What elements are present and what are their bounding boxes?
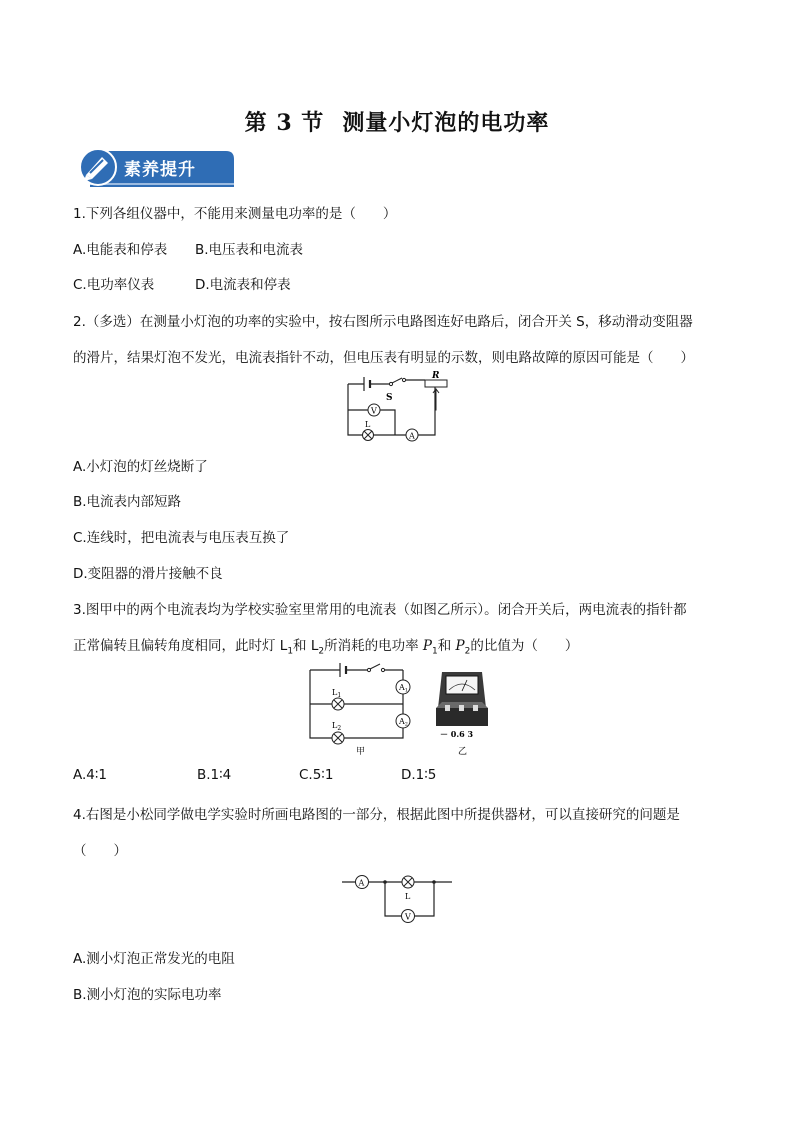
q3-option-d: D.1∶5 <box>401 767 437 783</box>
lamp-l1-label: $L_1$ <box>332 688 342 699</box>
voltmeter-label: V <box>405 912 411 922</box>
lamp-l2-label: $L_2$ <box>332 721 342 732</box>
q3-option-a: A.4∶1 <box>73 767 107 783</box>
lamp-l2-symbol <box>332 732 344 744</box>
q2-stem-line2: 的滑片，结果灯泡不发光，电流表指针不动，但电压表有明显的示数，则电路故障的原因可能是（ ） <box>73 350 694 366</box>
q1-stem: 1.下列各组仪器中，不能用来测量电功率的是（ ） <box>73 206 397 222</box>
page-title <box>0 106 794 137</box>
rheostat-label: R <box>432 371 440 381</box>
q3-circuit-diagram <box>300 658 505 758</box>
q3-stem-line2: 正常偏转且偏转角度相同，此时灯 $L_1$和 $L_2$所消耗的电功率 $P_1$和 $P_2$的比值为（ ） <box>73 638 579 657</box>
q2-circuit-diagram <box>340 370 455 442</box>
ammeter-a1-label: A1 <box>399 683 408 694</box>
badge-label: 素养提升 <box>124 160 196 180</box>
ammeter-label: A <box>358 878 365 888</box>
q2-option-b: B.电流表内部短路 <box>73 494 182 510</box>
ammeter-a2-label: A2 <box>399 717 408 728</box>
switch-symbol <box>367 664 384 672</box>
q2-option-d: D.变阻器的滑片接触不良 <box>73 566 223 582</box>
lamp-l1-symbol <box>332 698 344 710</box>
rheostat-symbol <box>425 380 447 410</box>
q3-option-b: B.1∶4 <box>197 767 232 783</box>
q1-option-c: C.电功率仪表 <box>73 277 155 293</box>
q3-stem-line1: 3.图甲中的两个电流表均为学校实验室里常用的电流表（如图乙所示）。闭合开关后，两电流表的指针都 <box>73 602 687 618</box>
q3-option-c: C.5∶1 <box>299 767 334 783</box>
switch-label: S <box>386 393 393 403</box>
battery-symbol <box>364 377 370 391</box>
q1-option-a: A.电能表和停表 <box>73 242 168 258</box>
section-name: 测量小灯泡的电功率 <box>342 110 550 136</box>
battery-symbol <box>340 663 346 677</box>
lamp-label: L <box>365 420 371 429</box>
q4-stem-line1: 4.右图是小松同学做电学实验时所画电路图的一部分，根据此图中所提供器材，可以直接研究的问题是 <box>73 807 680 823</box>
figure-yi-label: 乙 <box>458 747 468 757</box>
q1-option-d: D.电流表和停表 <box>195 277 291 293</box>
q2-stem-line1: 2.（多选）在测量小灯泡的功率的实验中，按右图所示电路图连好电路后，闭合开关 S，移动滑动变阻器 <box>73 314 693 330</box>
ammeter-device-illustration <box>436 672 488 726</box>
q4-stem-line2: （ ） <box>73 843 127 859</box>
section-number: 第 3 节 <box>244 110 325 136</box>
q4-option-a: A.测小灯泡正常发光的电阻 <box>73 951 235 967</box>
switch-symbol <box>389 378 405 386</box>
q2-option-a: A.小灯泡的灯丝烧断了 <box>73 459 208 475</box>
q4-circuit-diagram <box>340 868 455 928</box>
lamp-label: L <box>405 892 411 901</box>
q1-option-b: B.电压表和电流表 <box>195 242 304 258</box>
ammeter-label: A <box>409 431 415 441</box>
q4-option-b: B.测小灯泡的实际电功率 <box>73 987 222 1003</box>
voltmeter-label: V <box>371 406 377 416</box>
terminal-labels: － 0.6 3 <box>440 729 474 739</box>
lamp-symbol <box>363 430 374 441</box>
lamp-symbol <box>402 876 414 888</box>
q2-option-c: C.连线时，把电流表与电压表互换了 <box>73 530 290 546</box>
figure-jia-label: 甲 <box>356 747 366 757</box>
